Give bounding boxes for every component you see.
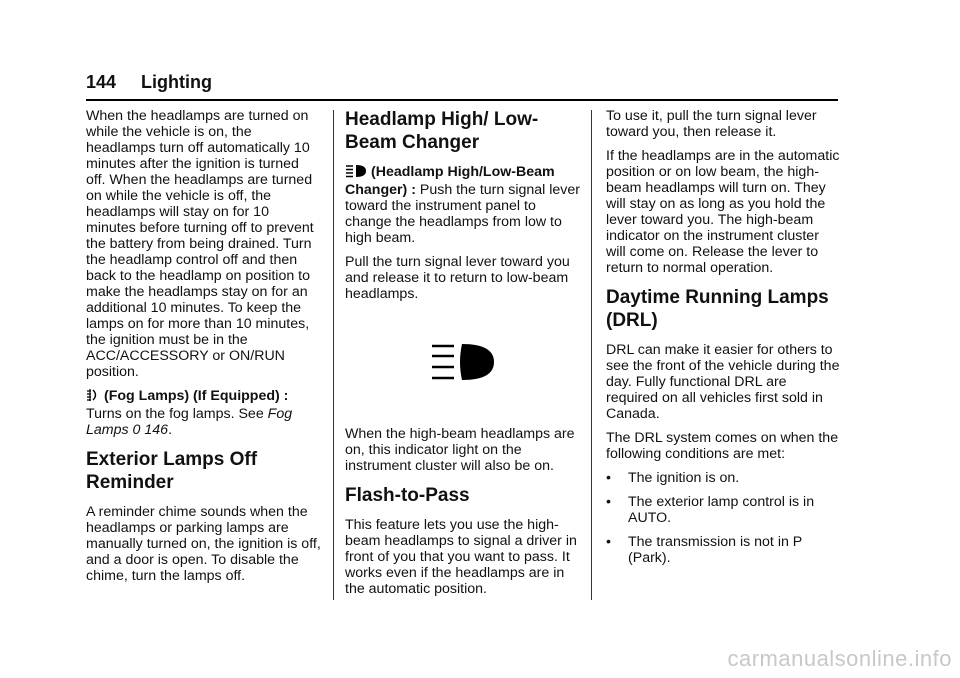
- automatic-position-paragraph: If the headlamps are in the automatic position or on low beam, the high-beam headlamps will turn on. They will stay on as long as you hold the lever toward you. The high-beam indicator on the instrument cluster will come on. Release the lever to return to normal operation.: [606, 148, 840, 276]
- column-2: [345, 108, 581, 605]
- exterior-lamps-off-reminder-heading: Exterior Lamps Off Reminder: [86, 449, 258, 493]
- bullet-icon: •: [606, 470, 611, 486]
- fog-lamps-label: (Fog Lamps) (If Equipped) :: [104, 388, 289, 404]
- pull-lever-paragraph: Pull the turn signal lever toward you and release it to return to low-beam headlamps.: [345, 254, 570, 302]
- changer-paragraph: [345, 164, 581, 246]
- watermark: carmanualsonline.info: [727, 646, 952, 671]
- fog-lamps-text: Turns on the fog lamps. See: [86, 406, 264, 422]
- high-beam-indicator-icon: [430, 342, 496, 382]
- section-title: Lighting: [141, 72, 212, 92]
- column-divider-1: [333, 110, 334, 600]
- indicator-paragraph: When the high-beam headlamps are on, this indicator light on the instrument cluster will also be on.: [345, 426, 575, 474]
- changer-text: Push the turn signal lever toward the instrument panel to change the headlamps from low to high beam.: [345, 182, 580, 246]
- flash-to-pass-heading: Flash-to-Pass: [345, 485, 470, 506]
- header-rule: [86, 99, 838, 101]
- fog-lamp-icon: [86, 388, 100, 406]
- page-number: 144: [86, 72, 117, 92]
- high-beam-icon: [345, 164, 367, 182]
- flash-to-pass-paragraph: This feature lets you use the high-beam headlamps to signal a driver in front of you that you want to pass. It works even if the headlamps are in the automatic position.: [345, 517, 577, 597]
- daytime-running-lamps-heading: Daytime Running Lamps (DRL): [606, 287, 829, 331]
- list-item: [606, 470, 842, 486]
- fog-lamps-page-ref[interactable]: 0 146: [132, 422, 169, 438]
- fog-lamps-end: .: [168, 422, 173, 438]
- list-item-text: The transmission is not in P (Park).: [628, 534, 803, 566]
- use-paragraph: To use it, pull the turn signal lever toward you, then release it.: [606, 108, 817, 140]
- fog-lamps-paragraph: [86, 388, 322, 438]
- drl-conditions-paragraph: The DRL system comes on when the following conditions are met:: [606, 430, 839, 462]
- page-header: [86, 72, 838, 102]
- list-item-text: The exterior lamp control is in AUTO.: [628, 494, 815, 526]
- column-3: [606, 108, 842, 574]
- changer-label: (Headlamp High/Low-Beam Changer) :: [345, 164, 555, 198]
- list-item: [606, 534, 842, 566]
- column-divider-2: [591, 110, 592, 600]
- reminder-paragraph: A reminder chime sounds when the headlamps or parking lamps are manually turned on, the ignition is off, and a door is open. To disable the chime, turn the lamps off.: [86, 504, 321, 584]
- bullet-icon: •: [606, 534, 611, 550]
- headlamp-high-low-beam-changer-heading: Headlamp High/ Low-Beam Changer: [345, 109, 539, 153]
- fog-lamps-link[interactable]: Fog Lamps: [86, 406, 293, 438]
- list-item: [606, 494, 842, 526]
- column-1: [86, 108, 322, 592]
- drl-paragraph: DRL can make it easier for others to see the front of the vehicle during the day. Fully functional DRL are required on all vehicles first sold in Canada.: [606, 342, 840, 422]
- headlamp-auto-off-paragraph: When the headlamps are turned on while the vehicle is on, the headlamps turn off automatically 10 minutes after the ignition is turned off. When the headlamps are turned on while the vehicle is off, the headlamps will stay on for 10 minutes before turning off to prevent the battery from being drained. Turn the headlamp control off and then back to the headlamp on position to make the headlamps stay on for an additional 10 minutes. To keep the lamps on for more than 10 minutes, the ignition must be in the ACC/ACCESSORY or ON/RUN position.: [86, 108, 314, 380]
- bullet-icon: •: [606, 494, 611, 510]
- list-item-text: The ignition is on.: [628, 470, 740, 486]
